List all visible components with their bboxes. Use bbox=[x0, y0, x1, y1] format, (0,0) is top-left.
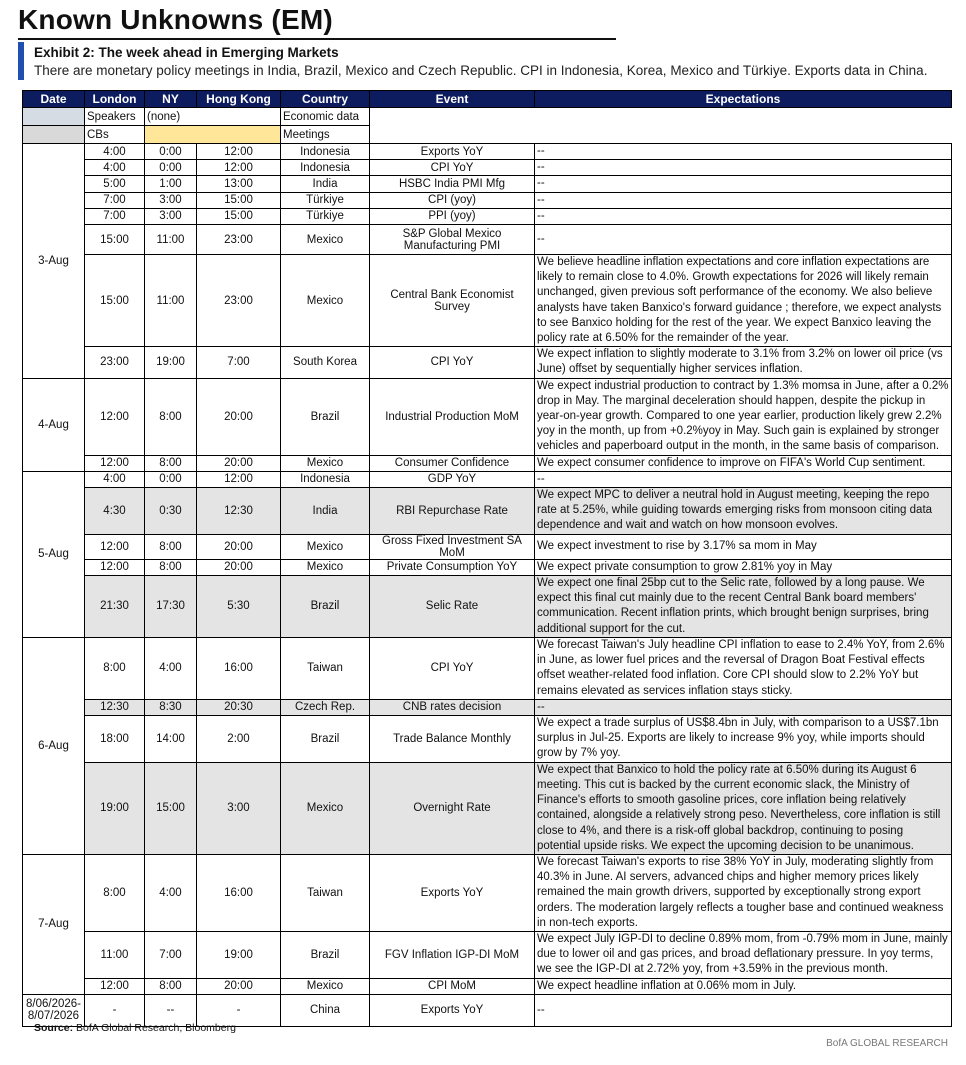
country-cell: Taiwan bbox=[281, 637, 370, 699]
hong-kong-time-cell: 16:00 bbox=[197, 637, 281, 699]
country-cell: Mexico bbox=[281, 978, 370, 994]
event-cell: CPI YoY bbox=[370, 347, 535, 378]
event-cell: Overnight Rate bbox=[370, 762, 535, 854]
london-time-cell: 4:00 bbox=[85, 160, 145, 176]
ny-time-cell: -- bbox=[145, 994, 197, 1026]
hong-kong-time-cell: 3:00 bbox=[197, 762, 281, 854]
column-header-ny: NY bbox=[145, 91, 197, 108]
ny-time-cell: 8:00 bbox=[145, 559, 197, 575]
expectations-cell: We forecast Taiwan's exports to rise 38% YoY in July, moderating slightly from 40.3% in June. AI servers, advanced chips and higher memory prices likely remained the main growth drivers, supported by exceptionally strong export orders. The moderation largely reflects a tougher base and continued weakness in non-tech exports. bbox=[535, 854, 952, 931]
hong-kong-time-cell: 5:30 bbox=[197, 575, 281, 637]
event-cell: Consumer Confidence bbox=[370, 455, 535, 471]
country-cell: Mexico bbox=[281, 559, 370, 575]
hong-kong-time-cell: 2:00 bbox=[197, 716, 281, 763]
expectations-cell: -- bbox=[535, 192, 952, 208]
event-cell: CPI (yoy) bbox=[370, 192, 535, 208]
table-row bbox=[23, 559, 952, 575]
ny-time-cell: 19:00 bbox=[145, 347, 197, 378]
exhibit-accent-bar bbox=[18, 42, 24, 80]
london-time-cell: 12:00 bbox=[85, 455, 145, 471]
date-cell: 5-Aug bbox=[23, 471, 85, 637]
legend-none: (none) bbox=[145, 108, 281, 126]
hong-kong-time-cell: 12:30 bbox=[197, 488, 281, 535]
table-row bbox=[23, 488, 952, 535]
table-row bbox=[23, 347, 952, 378]
country-cell: Brazil bbox=[281, 378, 370, 455]
column-header-expectations: Expectations bbox=[535, 91, 952, 108]
table-row bbox=[23, 931, 952, 978]
title-rule bbox=[18, 38, 616, 40]
ny-time-cell: 4:00 bbox=[145, 854, 197, 931]
ny-time-cell: 8:00 bbox=[145, 378, 197, 455]
london-time-cell: 19:00 bbox=[85, 762, 145, 854]
hong-kong-time-cell: 13:00 bbox=[197, 176, 281, 192]
hong-kong-time-cell: 20:00 bbox=[197, 378, 281, 455]
table-row bbox=[23, 534, 952, 559]
table-row bbox=[23, 762, 952, 854]
country-cell: South Korea bbox=[281, 347, 370, 378]
table-header bbox=[23, 91, 952, 108]
expectations-cell: We expect investment to rise by 3.17% sa mom in May bbox=[535, 534, 952, 559]
date-cell: 7-Aug bbox=[23, 854, 85, 994]
country-cell: Brazil bbox=[281, 575, 370, 637]
event-cell: CPI YoY bbox=[370, 637, 535, 699]
hong-kong-time-cell: 20:00 bbox=[197, 455, 281, 471]
country-cell: Indonesia bbox=[281, 144, 370, 160]
hong-kong-time-cell: 20:00 bbox=[197, 559, 281, 575]
speakers-swatch bbox=[23, 108, 85, 126]
country-cell: Indonesia bbox=[281, 160, 370, 176]
source-note bbox=[34, 1022, 236, 1034]
country-cell: India bbox=[281, 488, 370, 535]
table-row bbox=[23, 160, 952, 176]
ny-time-cell: 3:00 bbox=[145, 192, 197, 208]
table-row bbox=[23, 471, 952, 487]
country-cell: Czech Rep. bbox=[281, 699, 370, 715]
london-time-cell: 4:30 bbox=[85, 488, 145, 535]
country-cell: Türkiye bbox=[281, 208, 370, 224]
ny-time-cell: 17:30 bbox=[145, 575, 197, 637]
london-time-cell: 15:00 bbox=[85, 225, 145, 255]
event-cell: Exports YoY bbox=[370, 144, 535, 160]
country-cell: India bbox=[281, 176, 370, 192]
exhibit-subtitle: There are monetary policy meetings in India, Brazil, Mexico and Czech Republic. CPI in Indonesia, Korea, Mexico and Türkiye. Exports data in China. bbox=[34, 63, 928, 78]
london-time-cell: 8:00 bbox=[85, 854, 145, 931]
london-time-cell: 8:00 bbox=[85, 637, 145, 699]
expectations-cell: -- bbox=[535, 994, 952, 1026]
event-cell: Gross Fixed Investment SA MoM bbox=[370, 534, 535, 559]
table-row bbox=[23, 176, 952, 192]
london-time-cell: 12:00 bbox=[85, 559, 145, 575]
hong-kong-time-cell: 15:00 bbox=[197, 208, 281, 224]
legend bbox=[23, 108, 952, 144]
country-cell: Mexico bbox=[281, 455, 370, 471]
event-cell: CPI MoM bbox=[370, 978, 535, 994]
ny-time-cell: 8:30 bbox=[145, 699, 197, 715]
table-row bbox=[23, 716, 952, 763]
london-time-cell: 4:00 bbox=[85, 144, 145, 160]
column-header-london: London bbox=[85, 91, 145, 108]
event-cell: Exports YoY bbox=[370, 994, 535, 1026]
table-row bbox=[23, 455, 952, 471]
expectations-cell: -- bbox=[535, 144, 952, 160]
event-cell: CNB rates decision bbox=[370, 699, 535, 715]
expectations-cell: We expect July IGP-DI to decline 0.89% mom, from -0.79% mom in June, mainly due to lower oil and gas prices, and broad deflationary pressure. In yoy terms, we see the IGP-DI at 2.72% yoy, from +3.59% in the previous month. bbox=[535, 931, 952, 978]
table-row bbox=[23, 255, 952, 347]
source-label: Source: bbox=[34, 1022, 74, 1034]
country-cell: Brazil bbox=[281, 716, 370, 763]
column-header-country: Country bbox=[281, 91, 370, 108]
event-cell: Selic Rate bbox=[370, 575, 535, 637]
event-cell: Trade Balance Monthly bbox=[370, 716, 535, 763]
ny-time-cell: 1:00 bbox=[145, 176, 197, 192]
country-cell: Türkiye bbox=[281, 192, 370, 208]
exhibit-title: Exhibit 2: The week ahead in Emerging Markets bbox=[34, 45, 339, 60]
hong-kong-time-cell: 7:00 bbox=[197, 347, 281, 378]
cbs-swatch bbox=[23, 126, 85, 144]
country-cell: Taiwan bbox=[281, 854, 370, 931]
london-time-cell: - bbox=[85, 994, 145, 1026]
legend-economic-data: Economic data bbox=[281, 108, 370, 126]
event-cell: HSBC India PMI Mfg bbox=[370, 176, 535, 192]
expectations-cell: We believe headline inflation expectations and core inflation expectations are likely to remain close to 4.0%. Growth expectations for 2026 will likely remain unchanged, given previous soft performance of the economy. We also believe analysts have taken Banxico's forward guidance ; therefore, we expect analysts to see Banxico holding for the rest of the year. We expect Banxico leaving the policy rate at 6.50% for the remainder of the year. bbox=[535, 255, 952, 347]
date-line: 8/07/2026 bbox=[27, 1010, 80, 1023]
ny-time-cell: 15:00 bbox=[145, 762, 197, 854]
expectations-cell: -- bbox=[535, 176, 952, 192]
legend-speakers: Speakers bbox=[85, 108, 145, 126]
expectations-cell: -- bbox=[535, 699, 952, 715]
london-time-cell: 15:00 bbox=[85, 255, 145, 347]
london-time-cell: 4:00 bbox=[85, 471, 145, 487]
table-row bbox=[23, 378, 952, 455]
london-time-cell: 21:30 bbox=[85, 575, 145, 637]
expectations-cell: We expect industrial production to contract by 1.3% momsa in June, after a 0.2% drop in May. The marginal deceleration should happen, despite the pickup in year-on-year growth. Compared to one year earlier, production likely grew 2.2% yoy in the month, up from +0.2%yoy in May. Such gain is explained by stronger vehicles and paperboard output in the month, in the same basis of comparison. bbox=[535, 378, 952, 455]
expectations-cell: We expect headline inflation at 0.06% mom in July. bbox=[535, 978, 952, 994]
event-cell: RBI Repurchase Rate bbox=[370, 488, 535, 535]
expectations-cell: We expect inflation to slightly moderate to 3.1% from 3.2% on lower oil price (vs June) offset by sequentially higher services inflation. bbox=[535, 347, 952, 378]
country-cell: China bbox=[281, 994, 370, 1026]
meetings-swatch bbox=[145, 126, 281, 144]
table-row bbox=[23, 192, 952, 208]
table-row bbox=[23, 699, 952, 715]
table-row bbox=[23, 208, 952, 224]
hong-kong-time-cell: - bbox=[197, 994, 281, 1026]
expectations-cell: We expect MPC to deliver a neutral hold in August meeting, keeping the repo rate at 5.25%, while guiding towards emerging risks from monsoon citing data dependence and wait and watch on how monsoon evolves. bbox=[535, 488, 952, 535]
hong-kong-time-cell: 20:30 bbox=[197, 699, 281, 715]
hong-kong-time-cell: 19:00 bbox=[197, 931, 281, 978]
event-cell: Industrial Production MoM bbox=[370, 378, 535, 455]
table-row bbox=[23, 637, 952, 699]
hong-kong-time-cell: 20:00 bbox=[197, 534, 281, 559]
table-body bbox=[23, 144, 952, 1027]
country-cell: Mexico bbox=[281, 255, 370, 347]
hong-kong-time-cell: 16:00 bbox=[197, 854, 281, 931]
ny-time-cell: 0:00 bbox=[145, 144, 197, 160]
brand-footer: BofA GLOBAL RESEARCH bbox=[826, 1038, 948, 1049]
london-time-cell: 7:00 bbox=[85, 192, 145, 208]
table-row bbox=[23, 978, 952, 994]
legend-meetings: Meetings bbox=[281, 126, 370, 144]
london-time-cell: 12:00 bbox=[85, 378, 145, 455]
ny-time-cell: 8:00 bbox=[145, 978, 197, 994]
london-time-cell: 12:00 bbox=[85, 978, 145, 994]
country-cell: Brazil bbox=[281, 931, 370, 978]
date-cell: 4-Aug bbox=[23, 378, 85, 471]
ny-time-cell: 8:00 bbox=[145, 534, 197, 559]
ny-time-cell: 11:00 bbox=[145, 255, 197, 347]
hong-kong-time-cell: 20:00 bbox=[197, 978, 281, 994]
table-row bbox=[23, 225, 952, 255]
hong-kong-time-cell: 12:00 bbox=[197, 471, 281, 487]
event-cell: PPI (yoy) bbox=[370, 208, 535, 224]
table-row bbox=[23, 144, 952, 160]
london-time-cell: 23:00 bbox=[85, 347, 145, 378]
country-cell: Indonesia bbox=[281, 471, 370, 487]
expectations-cell: -- bbox=[535, 471, 952, 487]
london-time-cell: 5:00 bbox=[85, 176, 145, 192]
country-cell: Mexico bbox=[281, 762, 370, 854]
date-cell: 3-Aug bbox=[23, 144, 85, 379]
hong-kong-time-cell: 12:00 bbox=[197, 144, 281, 160]
ny-time-cell: 3:00 bbox=[145, 208, 197, 224]
expectations-cell: We expect that Banxico to hold the policy rate at 6.50% during its August 6 meeting. This cut is backed by the current economic slack, the Ministry of Finance's efforts to smooth gasoline prices, core inflation being relatively contained, alongside a relatively strong peso. Nevertheless, core inflation is still close to 4%, and there is a risk-off global backdrop, continuing to posing potential upside risks. We expect the upcoming decision to be unanimous. bbox=[535, 762, 952, 854]
hong-kong-time-cell: 15:00 bbox=[197, 192, 281, 208]
expectations-cell: -- bbox=[535, 160, 952, 176]
event-cell: FGV Inflation IGP-DI MoM bbox=[370, 931, 535, 978]
ny-time-cell: 4:00 bbox=[145, 637, 197, 699]
country-cell: Mexico bbox=[281, 534, 370, 559]
expectations-cell: -- bbox=[535, 208, 952, 224]
london-time-cell: 18:00 bbox=[85, 716, 145, 763]
page-title: Known Unknowns (EM) bbox=[18, 4, 333, 35]
source-text: BofA Global Research, Bloomberg bbox=[73, 1022, 236, 1034]
london-time-cell: 11:00 bbox=[85, 931, 145, 978]
column-header-date: Date bbox=[23, 91, 85, 108]
expectations-cell: -- bbox=[535, 225, 952, 255]
date-line: 8/06/2026- bbox=[26, 998, 81, 1011]
ny-time-cell: 0:00 bbox=[145, 471, 197, 487]
hong-kong-time-cell: 23:00 bbox=[197, 225, 281, 255]
table-row bbox=[23, 854, 952, 931]
country-cell: Mexico bbox=[281, 225, 370, 255]
event-cell: Private Consumption YoY bbox=[370, 559, 535, 575]
event-cell: Central Bank Economist Survey bbox=[370, 255, 535, 347]
london-time-cell: 12:30 bbox=[85, 699, 145, 715]
hong-kong-time-cell: 12:00 bbox=[197, 160, 281, 176]
event-cell: CPI YoY bbox=[370, 160, 535, 176]
hong-kong-time-cell: 23:00 bbox=[197, 255, 281, 347]
column-header-hong-kong: Hong Kong bbox=[197, 91, 281, 108]
event-cell: GDP YoY bbox=[370, 471, 535, 487]
event-cell: S&P Global Mexico Manufacturing PMI bbox=[370, 225, 535, 255]
ny-time-cell: 14:00 bbox=[145, 716, 197, 763]
london-time-cell: 7:00 bbox=[85, 208, 145, 224]
ny-time-cell: 8:00 bbox=[145, 455, 197, 471]
expectations-cell: We expect consumer confidence to improve on FIFA's World Cup sentiment. bbox=[535, 455, 952, 471]
london-time-cell: 12:00 bbox=[85, 534, 145, 559]
ny-time-cell: 0:30 bbox=[145, 488, 197, 535]
legend-cbs: CBs bbox=[85, 126, 145, 144]
expectations-cell: We forecast Taiwan's July headline CPI inflation to ease to 2.4% YoY, from 2.6% in June, as lower fuel prices and the reversal of Dragon Boat Festival effects offset weather-related food inflation. Core CPI should slow to 2.2% YoY but remains elevated as services inflation stays sticky. bbox=[535, 637, 952, 699]
expectations-cell: We expect private consumption to grow 2.81% yoy in May bbox=[535, 559, 952, 575]
ny-time-cell: 0:00 bbox=[145, 160, 197, 176]
expectations-cell: We expect a trade surplus of US$8.4bn in July, with comparison to a US$7.1bn surplus in Jul-25. Exports are likely to increase 9% yoy, while imports should grow by 7% yoy. bbox=[535, 716, 952, 763]
ny-time-cell: 7:00 bbox=[145, 931, 197, 978]
column-header-event: Event bbox=[370, 91, 535, 108]
schedule-table bbox=[22, 90, 952, 1027]
date-cell: 6-Aug bbox=[23, 637, 85, 854]
ny-time-cell: 11:00 bbox=[145, 225, 197, 255]
expectations-cell: We expect one final 25bp cut to the Selic rate, followed by a long pause. We expect this final cut mainly due to the recent Central Bank board members' communication. Recent inflation prints, which brought benign surprises, bring additional support for the cut. bbox=[535, 575, 952, 637]
event-cell: Exports YoY bbox=[370, 854, 535, 931]
table-row bbox=[23, 575, 952, 637]
